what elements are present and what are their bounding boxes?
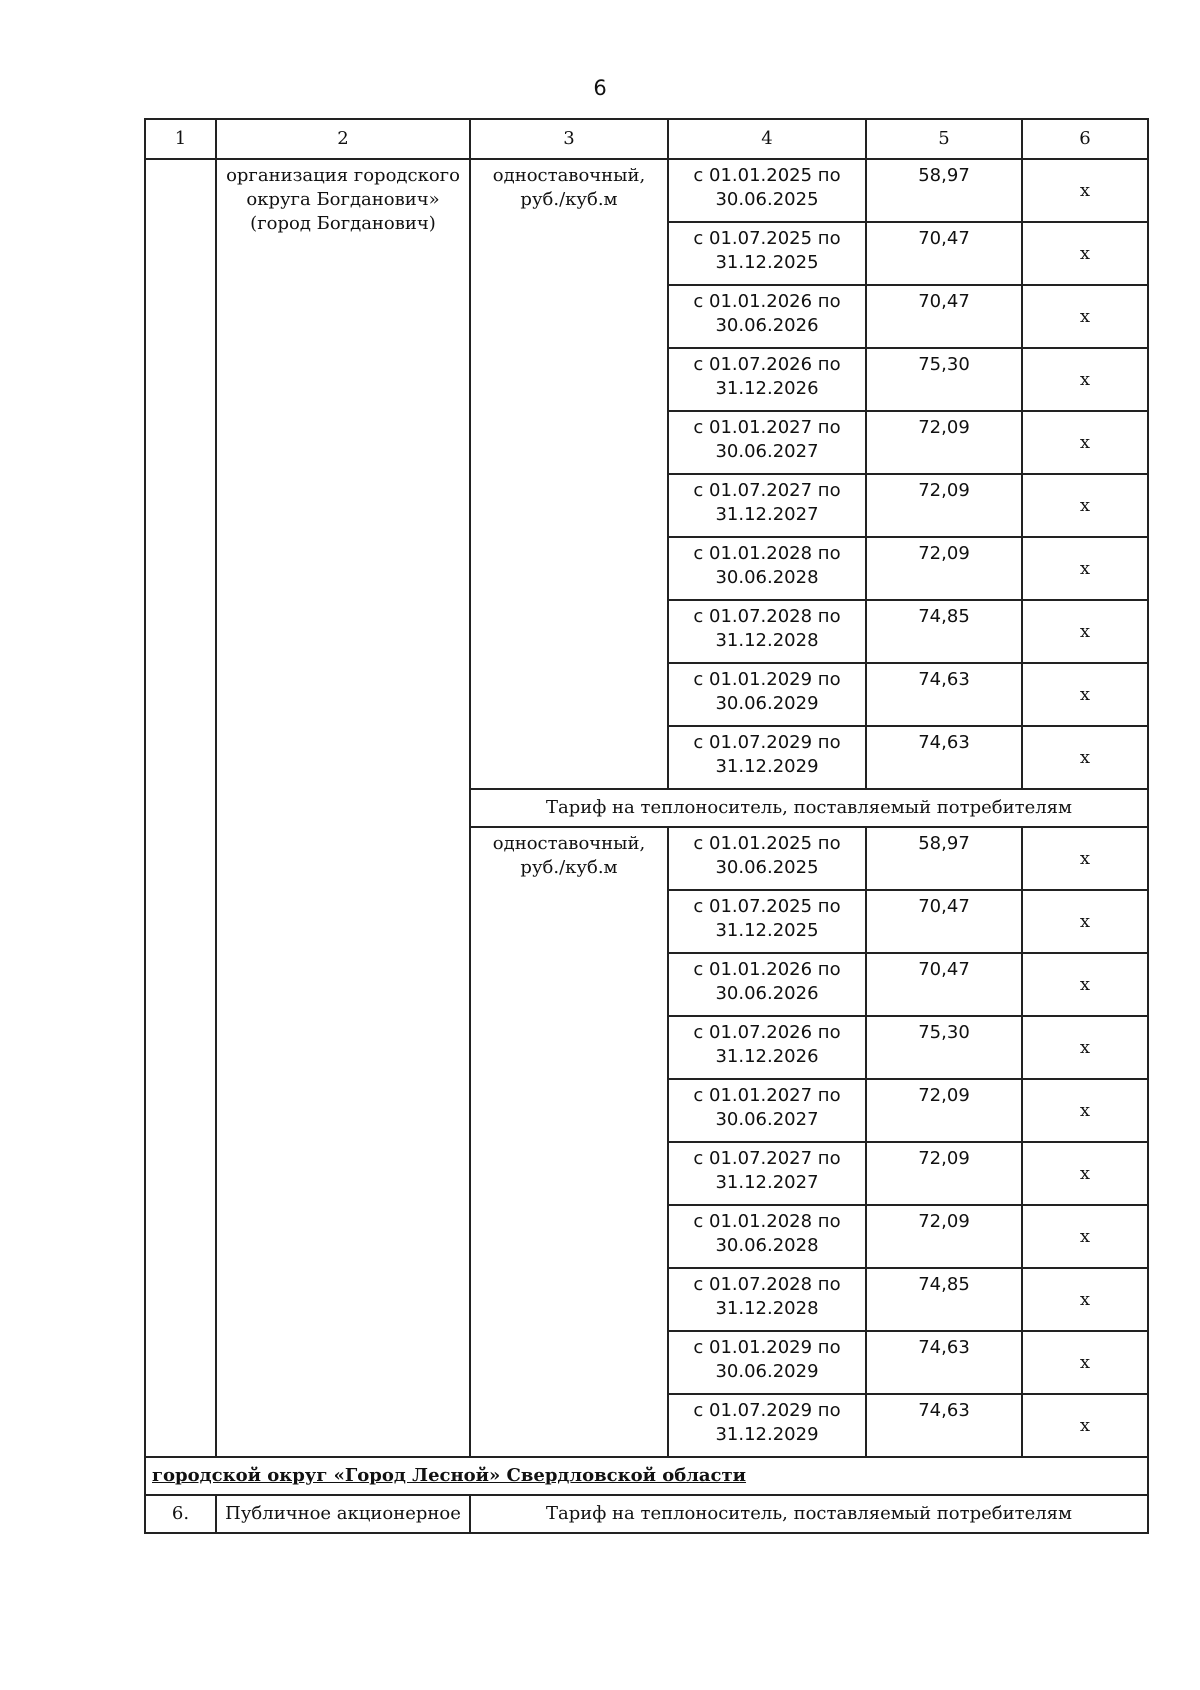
value-cell: 72,09 [866, 537, 1022, 600]
period-cell: с 01.07.2027 по 31.12.2027 [668, 1142, 866, 1205]
section-title: Тариф на теплоноситель, поставляемый потребителям [470, 789, 1148, 827]
mark-cell: х [1022, 953, 1148, 1016]
mark-cell: х [1022, 474, 1148, 537]
mark-cell: х [1022, 1016, 1148, 1079]
period-cell: с 01.01.2029 по 30.06.2029 [668, 663, 866, 726]
value-cell: 75,30 [866, 348, 1022, 411]
tariff-type: одноставочный, руб./куб.м [470, 159, 668, 789]
header-cell-6: 6 [1022, 119, 1148, 159]
mark-cell: х [1022, 726, 1148, 789]
period-cell: с 01.07.2026 по 31.12.2026 [668, 1016, 866, 1079]
mark-cell: х [1022, 1268, 1148, 1331]
value-cell: 74,63 [866, 1394, 1022, 1457]
value-cell: 74,63 [866, 1331, 1022, 1394]
tariff-table-body [145, 119, 1148, 1533]
value-cell: 70,47 [866, 953, 1022, 1016]
region-row [145, 1457, 1148, 1495]
value-cell: 72,09 [866, 1205, 1022, 1268]
period-cell: с 01.01.2025 по 30.06.2025 [668, 827, 866, 890]
period-cell: с 01.01.2027 по 30.06.2027 [668, 1079, 866, 1142]
value-cell: 58,97 [866, 827, 1022, 890]
header-row [145, 119, 1148, 159]
value-cell: 74,63 [866, 663, 1022, 726]
mark-cell: х [1022, 600, 1148, 663]
mark-cell: х [1022, 411, 1148, 474]
period-cell: с 01.01.2028 по 30.06.2028 [668, 537, 866, 600]
section-title: Тариф на теплоноситель, поставляемый потребителям [470, 1495, 1148, 1533]
period-cell: с 01.07.2029 по 31.12.2029 [668, 726, 866, 789]
value-cell: 58,97 [866, 159, 1022, 222]
period-cell: с 01.07.2029 по 31.12.2029 [668, 1394, 866, 1457]
period-cell: с 01.07.2025 по 31.12.2025 [668, 890, 866, 953]
period-cell: с 01.01.2025 по 30.06.2025 [668, 159, 866, 222]
header-cell-5: 5 [866, 119, 1022, 159]
value-cell: 72,09 [866, 411, 1022, 474]
table-row [145, 159, 1148, 222]
mark-cell: х [1022, 1142, 1148, 1205]
period-cell: с 01.01.2027 по 30.06.2027 [668, 411, 866, 474]
mark-cell: х [1022, 537, 1148, 600]
row-number: 6. [145, 1495, 216, 1533]
mark-cell: х [1022, 1331, 1148, 1394]
organization-name: Публичное акционерное [216, 1495, 470, 1533]
mark-cell: х [1022, 285, 1148, 348]
value-cell: 70,47 [866, 222, 1022, 285]
period-cell: с 01.01.2026 по 30.06.2026 [668, 953, 866, 1016]
period-cell: с 01.07.2027 по 31.12.2027 [668, 474, 866, 537]
value-cell: 74,85 [866, 600, 1022, 663]
value-cell: 70,47 [866, 285, 1022, 348]
page-number: 6 [593, 76, 607, 100]
header-cell-4: 4 [668, 119, 866, 159]
value-cell: 70,47 [866, 890, 1022, 953]
mark-cell: х [1022, 1394, 1148, 1457]
period-cell: с 01.07.2025 по 31.12.2025 [668, 222, 866, 285]
period-cell: с 01.01.2028 по 30.06.2028 [668, 1205, 866, 1268]
period-cell: с 01.07.2028 по 31.12.2028 [668, 600, 866, 663]
value-cell: 72,09 [866, 1079, 1022, 1142]
table-row [145, 1495, 1148, 1533]
organization-name: организация городского округа Богданович» (город Богданович) [216, 159, 470, 1457]
value-cell: 72,09 [866, 474, 1022, 537]
header-cell-1: 1 [145, 119, 216, 159]
region-title: городской округ «Город Лесной» Свердловской области [145, 1457, 1148, 1495]
period-cell: с 01.01.2029 по 30.06.2029 [668, 1331, 866, 1394]
value-cell: 74,63 [866, 726, 1022, 789]
value-cell: 72,09 [866, 1142, 1022, 1205]
tariff-table [144, 118, 1149, 1534]
period-cell: с 01.01.2026 по 30.06.2026 [668, 285, 866, 348]
period-cell: с 01.07.2026 по 31.12.2026 [668, 348, 866, 411]
value-cell: 75,30 [866, 1016, 1022, 1079]
mark-cell: х [1022, 159, 1148, 222]
header-cell-2: 2 [216, 119, 470, 159]
mark-cell: х [1022, 1079, 1148, 1142]
mark-cell: х [1022, 1205, 1148, 1268]
row-number-cell [145, 159, 216, 1457]
mark-cell: х [1022, 222, 1148, 285]
header-cell-3: 3 [470, 119, 668, 159]
mark-cell: х [1022, 827, 1148, 890]
value-cell: 74,85 [866, 1268, 1022, 1331]
mark-cell: х [1022, 348, 1148, 411]
mark-cell: х [1022, 663, 1148, 726]
tariff-type: одноставочный, руб./куб.м [470, 827, 668, 1457]
period-cell: с 01.07.2028 по 31.12.2028 [668, 1268, 866, 1331]
mark-cell: х [1022, 890, 1148, 953]
